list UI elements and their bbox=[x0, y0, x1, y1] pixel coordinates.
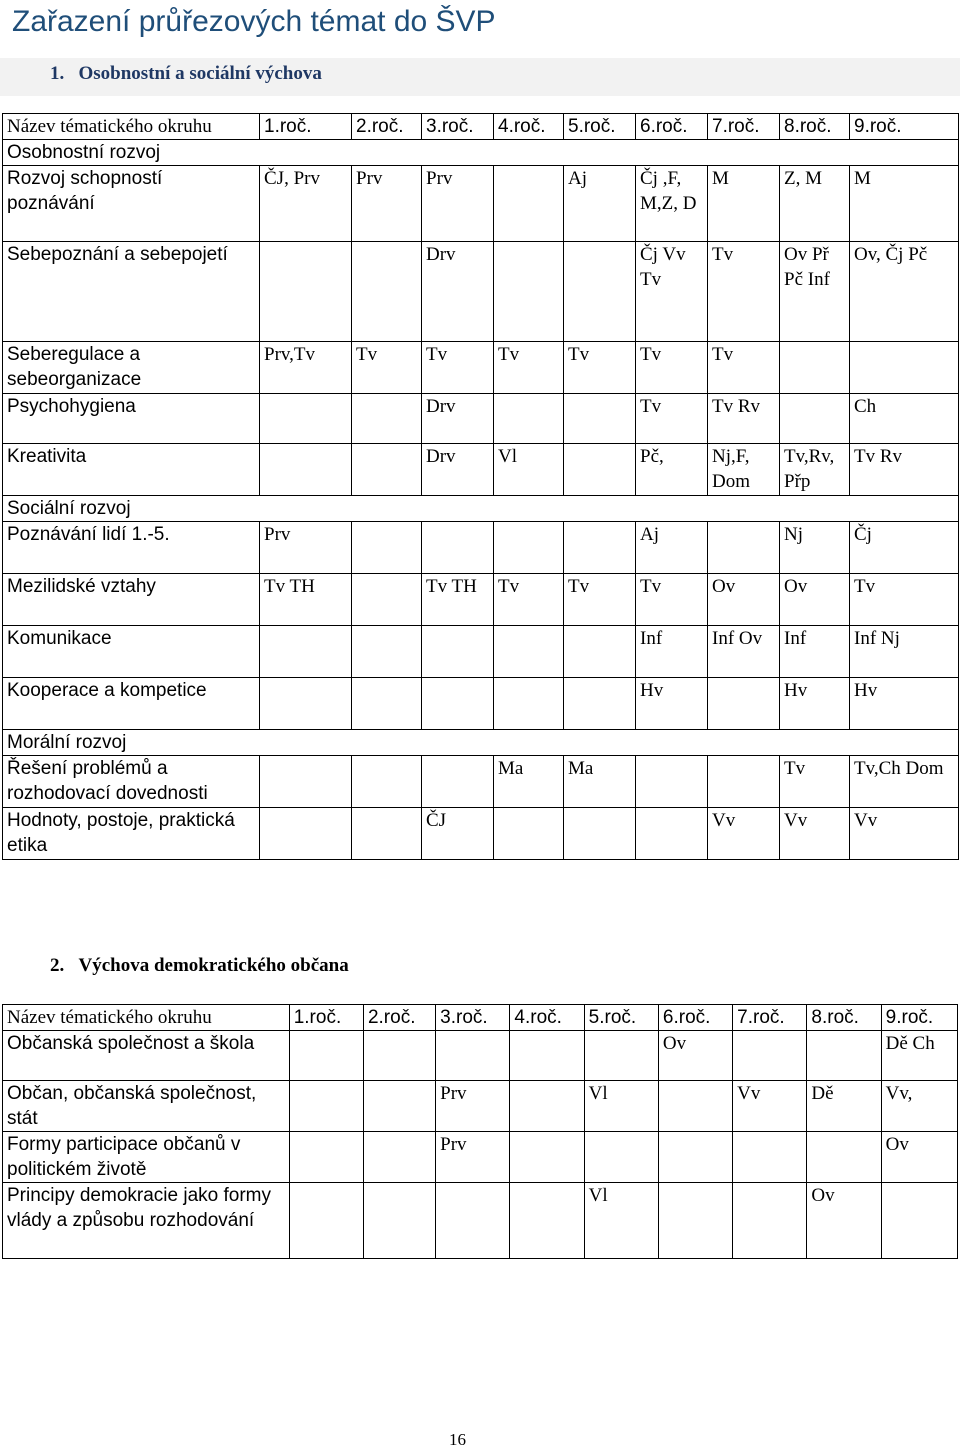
cell-year-4: Tv bbox=[494, 574, 564, 626]
cell-year-7 bbox=[733, 1132, 807, 1183]
cell-year-9: Tv Rv bbox=[850, 444, 959, 496]
cell-year-7: Vv bbox=[708, 808, 780, 860]
table-row bbox=[3, 1132, 958, 1183]
cell-year-6: Ov bbox=[658, 1031, 732, 1081]
cell-year-8 bbox=[780, 342, 850, 394]
table-row bbox=[3, 166, 959, 242]
cell-year-2 bbox=[363, 1031, 435, 1081]
cell-year-3: Drv bbox=[422, 242, 494, 342]
header-year-6: 6.roč. bbox=[658, 1005, 732, 1031]
cell-year-5: Tv bbox=[564, 342, 636, 394]
cell-year-3 bbox=[422, 678, 494, 730]
cell-year-6 bbox=[658, 1081, 732, 1132]
cell-year-8: Hv bbox=[780, 678, 850, 730]
section-1-title: Osobnostní a sociální výchova bbox=[78, 63, 322, 84]
header-year-5: 5.roč. bbox=[584, 1005, 658, 1031]
cell-year-7: Vv bbox=[733, 1081, 807, 1132]
row-label: Psychohygiena bbox=[3, 394, 260, 444]
cell-year-9: Dě Ch bbox=[881, 1031, 957, 1081]
cell-year-4 bbox=[494, 626, 564, 678]
cell-year-4: Tv bbox=[494, 342, 564, 394]
cell-year-2 bbox=[352, 574, 422, 626]
cell-year-1 bbox=[260, 808, 352, 860]
cell-year-2 bbox=[352, 444, 422, 496]
cell-year-4: Ma bbox=[494, 756, 564, 808]
cell-year-2 bbox=[363, 1183, 435, 1259]
cell-year-1: Prv bbox=[260, 522, 352, 574]
cell-year-2 bbox=[363, 1081, 435, 1132]
cell-year-2 bbox=[363, 1132, 435, 1183]
cell-year-5 bbox=[564, 626, 636, 678]
table-row bbox=[3, 522, 959, 574]
cell-year-1: ČJ, Prv bbox=[260, 166, 352, 242]
cell-year-1 bbox=[260, 242, 352, 342]
table-row bbox=[3, 574, 959, 626]
header-year-9: 9.roč. bbox=[850, 114, 959, 140]
table-row bbox=[3, 444, 959, 496]
cell-year-2 bbox=[352, 522, 422, 574]
cell-year-3: ČJ bbox=[422, 808, 494, 860]
table-cross-curricular-1 bbox=[2, 113, 959, 860]
cell-year-2 bbox=[352, 678, 422, 730]
header-year-5: 5.roč. bbox=[564, 114, 636, 140]
cell-year-8: Ov Př Pč Inf bbox=[780, 242, 850, 342]
row-label: Kreativita bbox=[3, 444, 260, 496]
cell-year-2 bbox=[352, 756, 422, 808]
row-label: Seberegulace a sebeorganizace bbox=[3, 342, 260, 394]
cell-year-5: Vl bbox=[584, 1183, 658, 1259]
cell-year-6: Aj bbox=[636, 522, 708, 574]
cell-year-9: Tv bbox=[850, 574, 959, 626]
cell-year-9: Hv bbox=[850, 678, 959, 730]
cell-year-6 bbox=[636, 756, 708, 808]
cell-year-7: Inf Ov bbox=[708, 626, 780, 678]
cell-year-7 bbox=[708, 678, 780, 730]
cell-year-8: Vv bbox=[780, 808, 850, 860]
cell-year-3: Prv bbox=[436, 1132, 510, 1183]
cell-year-3: Prv bbox=[422, 166, 494, 242]
table-row bbox=[3, 1081, 958, 1132]
cell-year-2: Prv bbox=[352, 166, 422, 242]
row-label: Kooperace a kompetice bbox=[3, 678, 260, 730]
cell-year-2 bbox=[352, 242, 422, 342]
cell-year-6 bbox=[636, 808, 708, 860]
cell-year-6: Pč, bbox=[636, 444, 708, 496]
table-row bbox=[3, 1183, 958, 1259]
cell-year-9 bbox=[881, 1183, 957, 1259]
row-label: Sociální rozvoj bbox=[3, 496, 959, 522]
table-row bbox=[3, 140, 959, 166]
header-year-8: 8.roč. bbox=[807, 1005, 881, 1031]
cell-year-9: M bbox=[850, 166, 959, 242]
cell-year-5: Vl bbox=[584, 1081, 658, 1132]
cell-year-1: Prv,Tv bbox=[260, 342, 352, 394]
header-year-1: 1.roč. bbox=[260, 114, 352, 140]
header-year-2: 2.roč. bbox=[352, 114, 422, 140]
cell-year-4 bbox=[494, 678, 564, 730]
table-row bbox=[3, 394, 959, 444]
cell-year-8 bbox=[807, 1132, 881, 1183]
cell-year-5 bbox=[584, 1132, 658, 1183]
header-year-4: 4.roč. bbox=[510, 1005, 584, 1031]
cell-year-8: Tv,Rv, Přp bbox=[780, 444, 850, 496]
table-row bbox=[3, 626, 959, 678]
cell-year-7: Tv bbox=[708, 242, 780, 342]
header-year-2: 2.roč. bbox=[363, 1005, 435, 1031]
cell-year-1 bbox=[289, 1031, 363, 1081]
cell-year-4 bbox=[494, 166, 564, 242]
table-header-row bbox=[3, 114, 959, 140]
cell-year-3 bbox=[436, 1183, 510, 1259]
cell-year-1 bbox=[289, 1132, 363, 1183]
cell-year-7 bbox=[733, 1183, 807, 1259]
row-label: Morální rozvoj bbox=[3, 730, 959, 756]
cell-year-1 bbox=[289, 1183, 363, 1259]
row-label: Poznávání lidí 1.-5. bbox=[3, 522, 260, 574]
section-1-heading bbox=[0, 58, 960, 96]
cell-year-7: Nj,F, Dom bbox=[708, 444, 780, 496]
cell-year-6 bbox=[658, 1132, 732, 1183]
cell-year-5 bbox=[564, 444, 636, 496]
table-row bbox=[3, 496, 959, 522]
header-year-6: 6.roč. bbox=[636, 114, 708, 140]
cell-year-3 bbox=[436, 1031, 510, 1081]
header-year-1: 1.roč. bbox=[289, 1005, 363, 1031]
cell-year-8 bbox=[780, 394, 850, 444]
cell-year-5: Ma bbox=[564, 756, 636, 808]
header-year-8: 8.roč. bbox=[780, 114, 850, 140]
cell-year-6: Tv bbox=[636, 574, 708, 626]
header-year-3: 3.roč. bbox=[422, 114, 494, 140]
row-label: Mezilidské vztahy bbox=[3, 574, 260, 626]
cell-year-2 bbox=[352, 626, 422, 678]
section-1-number: 1. bbox=[50, 63, 65, 84]
cell-year-8 bbox=[807, 1031, 881, 1081]
cell-year-8: Ov bbox=[780, 574, 850, 626]
cell-year-9 bbox=[850, 342, 959, 394]
section-2-title: Výchova demokratického občana bbox=[78, 955, 349, 976]
cell-year-4 bbox=[494, 808, 564, 860]
cell-year-9: Čj bbox=[850, 522, 959, 574]
cell-year-5 bbox=[564, 522, 636, 574]
cell-year-7: M bbox=[708, 166, 780, 242]
table-row bbox=[3, 342, 959, 394]
cell-year-9: Inf Nj bbox=[850, 626, 959, 678]
cell-year-9: Vv, bbox=[881, 1081, 957, 1132]
cell-year-8: Nj bbox=[780, 522, 850, 574]
cell-year-3: Prv bbox=[436, 1081, 510, 1132]
cell-year-5: Aj bbox=[564, 166, 636, 242]
cell-year-3: Drv bbox=[422, 394, 494, 444]
cell-year-6: Tv bbox=[636, 342, 708, 394]
table-row bbox=[3, 808, 959, 860]
row-label: Osobnostní rozvoj bbox=[3, 140, 959, 166]
table-row bbox=[3, 730, 959, 756]
table-row bbox=[3, 242, 959, 342]
cell-year-6: Čj ,F, M,Z, D bbox=[636, 166, 708, 242]
cell-year-4 bbox=[510, 1081, 584, 1132]
row-label: Občan, občanská společnost, stát bbox=[3, 1081, 290, 1132]
cell-year-9: Vv bbox=[850, 808, 959, 860]
cell-year-6: Tv bbox=[636, 394, 708, 444]
cell-year-9: Ov, Čj Pč bbox=[850, 242, 959, 342]
cell-year-3: Tv TH bbox=[422, 574, 494, 626]
cell-year-8: Ov bbox=[807, 1183, 881, 1259]
cell-year-1 bbox=[260, 678, 352, 730]
cell-year-6: Čj Vv Tv bbox=[636, 242, 708, 342]
cell-year-9: Tv,Ch Dom bbox=[850, 756, 959, 808]
cell-year-5: Tv bbox=[564, 574, 636, 626]
cell-year-5 bbox=[564, 808, 636, 860]
cell-year-7 bbox=[708, 756, 780, 808]
cell-year-3 bbox=[422, 626, 494, 678]
cell-year-6 bbox=[658, 1183, 732, 1259]
cell-year-4 bbox=[510, 1132, 584, 1183]
cell-year-6: Hv bbox=[636, 678, 708, 730]
cell-year-3 bbox=[422, 522, 494, 574]
cell-year-9: Ch bbox=[850, 394, 959, 444]
cell-year-7: Tv bbox=[708, 342, 780, 394]
cell-year-3: Drv bbox=[422, 444, 494, 496]
cell-year-4 bbox=[494, 522, 564, 574]
cell-year-4 bbox=[510, 1183, 584, 1259]
cell-year-3: Tv bbox=[422, 342, 494, 394]
cell-year-7 bbox=[708, 522, 780, 574]
cell-year-4: Vl bbox=[494, 444, 564, 496]
cell-year-1 bbox=[289, 1081, 363, 1132]
cell-year-2 bbox=[352, 808, 422, 860]
row-label: Principy demokracie jako formy vlády a způsobu rozhodování bbox=[3, 1183, 290, 1259]
cell-year-5 bbox=[564, 242, 636, 342]
row-label: Formy participace občanů v politickém životě bbox=[3, 1132, 290, 1183]
cell-year-9: Ov bbox=[881, 1132, 957, 1183]
row-label: Občanská společnost a škola bbox=[3, 1031, 290, 1081]
cell-year-8: Z, M bbox=[780, 166, 850, 242]
cell-year-2 bbox=[352, 394, 422, 444]
row-label: Rozvoj schopností poznávání bbox=[3, 166, 260, 242]
header-year-3: 3.roč. bbox=[436, 1005, 510, 1031]
row-label: Řešení problémů a rozhodovací dovednosti bbox=[3, 756, 260, 808]
header-year-4: 4.roč. bbox=[494, 114, 564, 140]
cell-year-8: Inf bbox=[780, 626, 850, 678]
cell-year-1: Tv TH bbox=[260, 574, 352, 626]
row-label: Komunikace bbox=[3, 626, 260, 678]
cell-year-5 bbox=[564, 678, 636, 730]
cell-year-5 bbox=[564, 394, 636, 444]
section-2-heading bbox=[0, 950, 960, 986]
cell-year-5 bbox=[584, 1031, 658, 1081]
header-year-9: 9.roč. bbox=[881, 1005, 957, 1031]
cell-year-7: Tv Rv bbox=[708, 394, 780, 444]
cell-year-3 bbox=[422, 756, 494, 808]
cell-year-1 bbox=[260, 756, 352, 808]
table-row bbox=[3, 1031, 958, 1081]
cell-year-8: Tv bbox=[780, 756, 850, 808]
page-number: 16 bbox=[449, 1430, 466, 1449]
table-row bbox=[3, 678, 959, 730]
page-title: Zařazení průřezových témat do ŠVP bbox=[12, 5, 496, 38]
row-label: Hodnoty, postoje, praktická etika bbox=[3, 808, 260, 860]
header-topic: Název tématického okruhu bbox=[3, 1005, 290, 1031]
table-cross-curricular-2 bbox=[2, 1004, 958, 1259]
cell-year-4 bbox=[510, 1031, 584, 1081]
cell-year-7 bbox=[733, 1031, 807, 1081]
cell-year-2: Tv bbox=[352, 342, 422, 394]
cell-year-7: Ov bbox=[708, 574, 780, 626]
cell-year-1 bbox=[260, 444, 352, 496]
header-year-7: 7.roč. bbox=[733, 1005, 807, 1031]
section-2-number: 2. bbox=[50, 955, 65, 976]
header-topic: Název tématického okruhu bbox=[3, 114, 260, 140]
cell-year-8: Dě bbox=[807, 1081, 881, 1132]
cell-year-4 bbox=[494, 394, 564, 444]
cell-year-6: Inf bbox=[636, 626, 708, 678]
table-row bbox=[3, 756, 959, 808]
cell-year-4 bbox=[494, 242, 564, 342]
header-year-7: 7.roč. bbox=[708, 114, 780, 140]
table-header-row bbox=[3, 1005, 958, 1031]
cell-year-1 bbox=[260, 394, 352, 444]
cell-year-1 bbox=[260, 626, 352, 678]
row-label: Sebepoznání a sebepojetí bbox=[3, 242, 260, 342]
